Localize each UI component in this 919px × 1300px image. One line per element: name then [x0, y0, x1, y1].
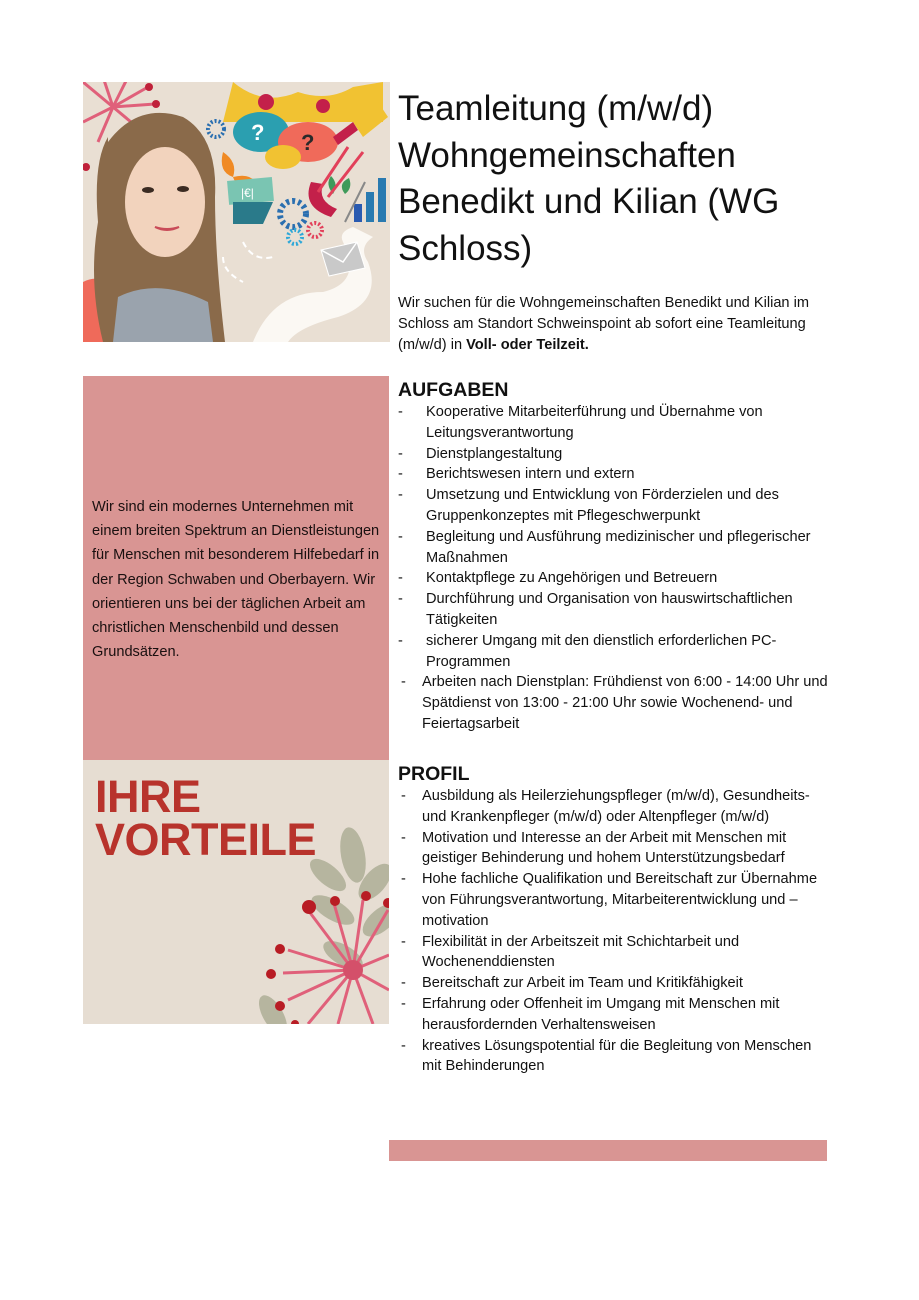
- about-company-box: [83, 376, 389, 760]
- dash-bullet: -: [401, 933, 406, 950]
- dash-bullet: -: [398, 528, 403, 545]
- benefits-title-line1: IHRE: [95, 771, 201, 822]
- list-item-text: Berichtswesen intern und extern: [426, 466, 635, 483]
- profile-section: [398, 762, 828, 1077]
- dash-bullet: -: [398, 404, 403, 420]
- list-item: [398, 786, 828, 828]
- dash-bullet: -: [401, 1037, 406, 1054]
- list-item-text: Kontaktpflege zu Angehörigen und Betreuern: [426, 570, 718, 587]
- tasks-heading: AUFGABEN: [398, 379, 509, 401]
- list-item-text: Dienstplangestaltung: [426, 445, 563, 462]
- list-item-text: Durchführung und Organisation von hauswirtschaftlichen Tätigkeiten: [426, 591, 793, 628]
- benefits-title-line2: VORTEILE: [95, 814, 317, 865]
- benefits-image: [83, 760, 389, 1024]
- dash-bullet: -: [398, 632, 403, 649]
- list-item-text: Bereitschaft zur Arbeit im Team und Kritikfähigkeit: [422, 975, 743, 992]
- dash-bullet: -: [401, 829, 406, 846]
- list-item-text: Umsetzung und Entwicklung von Förderzielen und des Gruppenkonzeptes mit Pflegeschwerpunkt: [426, 487, 779, 524]
- dash-bullet: -: [401, 674, 406, 691]
- list-item: [398, 869, 828, 931]
- dash-bullet: -: [401, 871, 406, 888]
- list-item: [398, 672, 828, 734]
- dash-bullet: -: [398, 570, 403, 587]
- list-item: [398, 464, 828, 485]
- list-item-text: Kooperative Mitarbeiterführung und Übernahme von Leitungsverantwortung: [426, 404, 763, 441]
- list-item: [398, 444, 828, 465]
- dash-bullet: -: [401, 788, 406, 804]
- tasks-section: [398, 378, 828, 735]
- list-item: [398, 828, 828, 870]
- about-text: Wir sind ein modernes Unternehmen mit einem breiten Spektrum an Dienstleistungen für Menschen mit besonderem Hilfebedarf in der Region Schwaben und Oberbayern. Wir orientieren uns bei der täglichen Arbeit am christlichen Menschenbild und dessen Grundsätzen.: [92, 499, 380, 661]
- intro-employment-type: Voll- oder Teilzeit.: [466, 336, 589, 353]
- list-item: [398, 485, 828, 527]
- dash-bullet: -: [398, 445, 403, 462]
- list-item-text: Begleitung und Ausführung medizinischer und pflegerischer Maßnahmen: [426, 528, 811, 566]
- list-item-text: Erfahrung oder Offenheit im Umgang mit Menschen mit herausfordernden Verhaltensweisen: [422, 995, 780, 1033]
- list-item-text: sicherer Umgang mit den dienstlich erforderlichen PC-Programmen: [426, 632, 777, 670]
- list-item: [398, 402, 828, 444]
- intro-paragraph: [398, 293, 828, 355]
- list-item-text: Arbeiten nach Dienstplan: Frühdienst von 6:00 - 14:00 Uhr und Spätdienst von 13:00 - 21:00 Uhr sowie Wochenend- und Feiertagsarbeit: [422, 674, 828, 732]
- list-item-text: Flexibilität in der Arbeitszeit mit Schichtarbeit und Wochenenddiensten: [422, 933, 740, 971]
- list-item-text: Motivation und Interesse an der Arbeit mit Menschen mit geistiger Behinderung und hohem Unterstützungsbedarf: [422, 829, 787, 867]
- list-item-text: Hohe fachliche Qualifikation und Bereitschaft zur Übernahme von Führungsverantwortung, Mitarbeiterentwicklung und –motivation: [422, 871, 818, 929]
- intro-text: Wir suchen für die Wohngemeinschaften Benedikt und Kilian im Schloss am Standort Schweinspoint ab sofort eine Teamleitung (m/w/d) in: [398, 295, 810, 353]
- list-item: [398, 1036, 828, 1078]
- benefits-title: [95, 771, 317, 865]
- page-title: Teamleitung (m/w/d) Wohngemeinschaften Benedikt und Kilian (WG Schloss): [398, 89, 780, 268]
- profile-list: [398, 786, 828, 1077]
- list-item-text: Ausbildung als Heilerziehungspfleger (m/w/d), Gesundheits- und Krankenpfleger (m/w/d) oder Altenpfleger (m/w/d): [422, 788, 810, 825]
- dash-bullet: -: [398, 591, 403, 608]
- dash-bullet: -: [401, 975, 406, 992]
- list-item: [398, 631, 828, 673]
- list-item: [398, 994, 828, 1036]
- svg-text:|€|: |€|: [241, 186, 254, 200]
- hero-image: [83, 82, 390, 342]
- list-item: [398, 568, 828, 589]
- dash-bullet: -: [401, 995, 406, 1012]
- list-item: [398, 527, 828, 569]
- profile-heading: PROFIL: [398, 763, 470, 785]
- list-item: [398, 932, 828, 974]
- accent-bar: [389, 1140, 827, 1161]
- svg-text:?: ?: [251, 120, 265, 145]
- list-item: [398, 973, 828, 994]
- tasks-list: [398, 402, 828, 735]
- list-item-text: kreatives Lösungspotential für die Begleitung von Menschen mit Behinderungen: [422, 1037, 812, 1075]
- svg-text:?: ?: [301, 130, 315, 155]
- dash-bullet: -: [398, 466, 403, 483]
- dash-bullet: -: [398, 487, 403, 504]
- list-item: [398, 589, 828, 631]
- hero-illustration: [83, 82, 390, 342]
